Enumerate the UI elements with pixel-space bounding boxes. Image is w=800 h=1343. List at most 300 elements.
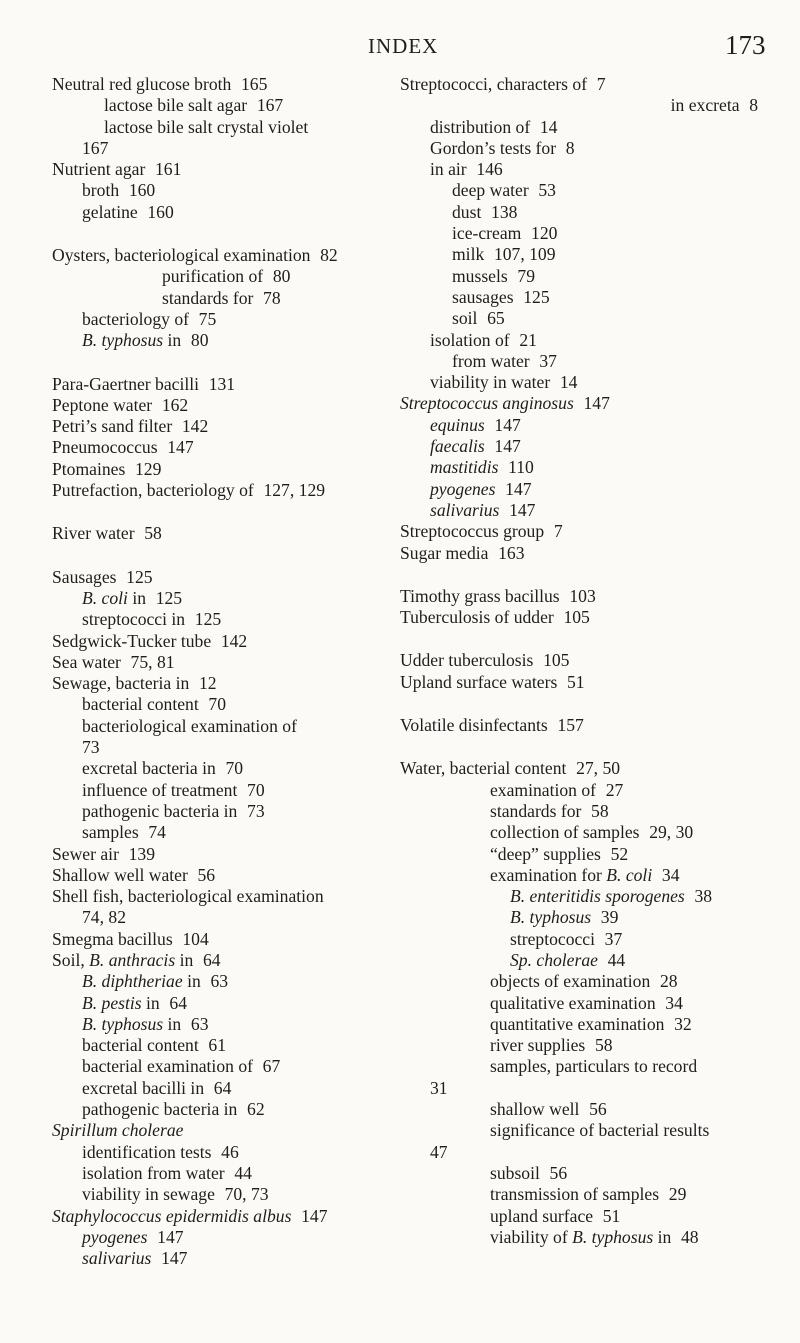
entry-page-ref: 14 [559, 372, 578, 393]
entry-page-ref: 44 [234, 1162, 252, 1183]
index-entry [52, 288, 407, 309]
index-entry [400, 457, 772, 478]
index-entry [400, 521, 772, 542]
entry-term: Petri’s sand filter [52, 416, 173, 437]
entry-page-ref: 70 [225, 758, 244, 779]
index-entry [400, 1120, 772, 1141]
index-entry [400, 1014, 772, 1035]
entry-term-italic: faecalis [430, 436, 485, 457]
page-number: 173 [725, 30, 766, 60]
index-entry [400, 822, 772, 843]
entry-term: Sausages [52, 566, 117, 587]
entry-term: Sea water [52, 651, 121, 672]
entry-term: Water, bacterial content [400, 758, 567, 779]
entry-page-ref: 80 [190, 330, 209, 351]
entry-term: gelatine [82, 201, 138, 222]
entry-term: upland surface [490, 1205, 594, 1226]
index-entry [52, 1184, 407, 1205]
entry-page-ref: 61 [208, 1035, 227, 1056]
entry-page-ref: 104 [182, 928, 209, 949]
entry-term: pathogenic bacteria in [82, 1099, 238, 1120]
entry-term: viability in water [430, 372, 551, 393]
entry-term-italic: B. diphtheriae [82, 971, 183, 992]
index-entry [52, 159, 407, 180]
entry-term: Streptococci, characters of [400, 74, 588, 94]
entry-page-ref: 146 [476, 159, 503, 180]
entry-term: quantitative examination [490, 1013, 665, 1034]
entry-term: in excreta [670, 95, 740, 116]
index-entry [400, 1227, 772, 1248]
entry-page-ref: 39 [600, 907, 619, 928]
index-entry [52, 266, 407, 287]
entry-term: River water [52, 523, 135, 544]
entry-term: Smegma bacillus [52, 928, 173, 949]
entry-page-ref: 157 [557, 715, 584, 736]
index-entry [52, 1078, 407, 1099]
entry-term-italic: B. typhosus [82, 330, 164, 351]
index-entry [400, 244, 772, 265]
entry-term: examination for [490, 864, 607, 885]
entry-page-ref: 160 [128, 180, 156, 201]
section-gap [52, 501, 407, 523]
entry-term: subsoil [490, 1162, 540, 1183]
entry-page-ref: 131 [208, 373, 236, 394]
entry-page-ref: 80 [272, 266, 291, 287]
index-entry [400, 650, 772, 671]
entry-term-italic: B. anthracis [89, 949, 176, 970]
entry-term: lactose bile salt agar [104, 95, 248, 116]
index-entry [52, 395, 407, 416]
entry-term: broth [82, 180, 120, 201]
entry-term: bacteriology of [82, 308, 189, 329]
entry-term: Peptone water [52, 394, 153, 415]
index-entry [52, 652, 407, 673]
index-entry [52, 309, 407, 330]
entry-page-ref: 147 [301, 1205, 328, 1226]
entry-page-ref: 147 [509, 499, 536, 520]
index-entry-continuation [52, 907, 407, 928]
index-entry [400, 672, 772, 693]
entry-page-ref: 28 [659, 971, 678, 992]
entry-page-ref: 127, 129 [263, 480, 326, 501]
index-entry [400, 971, 772, 992]
section-gap [400, 564, 772, 586]
index-entry [52, 758, 407, 779]
entry-page-ref: 147 [494, 436, 521, 457]
index-entry [400, 117, 772, 138]
entry-page-ref: 21 [519, 329, 537, 350]
entry-term: Nutrient agar [52, 159, 146, 180]
index-entry [400, 479, 772, 500]
entry-term: Sugar media [400, 542, 489, 563]
entry-term-italic: B. typhosus [572, 1226, 654, 1247]
index-entry [52, 1227, 407, 1248]
page-title: INDEX [368, 34, 439, 58]
entry-term-italic: pyogenes [430, 478, 496, 499]
index-entry [52, 1206, 407, 1227]
entry-term: transmission of samples [490, 1184, 660, 1205]
index-entry [400, 138, 772, 159]
entry-page-ref: 64 [169, 992, 187, 1013]
entry-term-italic: Spirillum cholerae [52, 1120, 184, 1141]
index-entry [52, 844, 407, 865]
entry-page-ref: 74 [148, 822, 166, 843]
index-entry [400, 607, 772, 628]
index-entry [52, 971, 407, 992]
index-entry [400, 993, 772, 1014]
entry-term: Udder tuberculosis [400, 650, 534, 671]
index-entry [52, 588, 407, 609]
index-entry [52, 631, 407, 652]
entry-page-ref: 8 [565, 137, 575, 158]
entry-term: sausages [452, 286, 514, 307]
entry-page-ref: 56 [197, 864, 216, 885]
entry-page-ref: 73 [247, 800, 265, 821]
entry-page-ref: 82 [320, 245, 338, 266]
entry-page-ref: 51 [602, 1205, 621, 1226]
entry-term: qualitative examination [490, 992, 656, 1013]
entry-page-ref: 44 [607, 949, 626, 970]
entry-page-ref: 27, 50 [576, 758, 621, 779]
entry-page-ref: 7 [553, 521, 563, 542]
entry-term: Pneumococcus [52, 437, 158, 458]
entry-page-ref: 70, 73 [224, 1184, 269, 1205]
index-entry [400, 95, 772, 116]
entry-page-ref: 56 [549, 1162, 568, 1183]
entry-term: in [127, 587, 147, 608]
index-entry [400, 886, 772, 907]
entry-page-ref: 64 [213, 1077, 232, 1098]
entry-page-ref: 107, 109 [493, 244, 556, 265]
entry-term-italic: equinus [430, 414, 485, 435]
entry-page-ref: 125 [523, 286, 550, 307]
entry-page-ref: 161 [154, 159, 182, 180]
entry-page-ref: 31 [430, 1077, 448, 1098]
entry-page-ref: 73 [82, 737, 100, 758]
index-entry [52, 180, 407, 201]
section-gap [400, 693, 772, 715]
entry-page-ref: 147 [157, 1226, 184, 1247]
entry-page-ref: 163 [498, 542, 525, 563]
entry-page-ref: 110 [508, 457, 534, 478]
entry-term: deep water [452, 180, 529, 201]
index-entry [52, 609, 407, 630]
entry-term-italic: pyogenes [82, 1226, 148, 1247]
entry-term: Para-Gaertner bacilli [52, 373, 200, 394]
index-entry [400, 436, 772, 457]
entry-page-ref: 138 [491, 201, 518, 222]
index-entry [52, 865, 407, 886]
entry-term: in [653, 1226, 672, 1247]
entry-page-ref: 38 [694, 886, 713, 907]
entry-page-ref: 37 [604, 928, 623, 949]
entry-term: bacterial examination of [82, 1056, 253, 1077]
entry-term: bacterial content [82, 1035, 199, 1056]
entry-page-ref: 147 [583, 393, 610, 414]
index-entry-continuation [400, 1142, 772, 1163]
index-entry [400, 1035, 772, 1056]
entry-page-ref: 52 [610, 843, 629, 864]
entry-term: standards for [490, 800, 582, 821]
index-entry [400, 929, 772, 950]
entry-term: Oysters, bacteriological examination [52, 245, 311, 266]
entry-page-ref: 78 [263, 287, 281, 308]
entry-term: significance of bacterial results [490, 1120, 710, 1141]
entry-page-ref: 34 [665, 992, 683, 1013]
entry-term: soil [452, 308, 478, 329]
index-entry [52, 886, 407, 907]
entry-term: Soil, [52, 949, 90, 970]
entry-term: lactose bile salt crystal violet [104, 116, 309, 137]
index-entry [52, 1099, 407, 1120]
entry-page-ref: 147 [167, 437, 194, 458]
entry-page-ref: 67 [262, 1056, 281, 1077]
index-entry-continuation [400, 1078, 772, 1099]
entry-page-ref: 74, 82 [82, 907, 126, 928]
entry-page-ref: 34 [661, 864, 680, 885]
entry-page-ref: 103 [569, 585, 596, 606]
entry-term: bacterial content [82, 694, 199, 715]
entry-term: Sewer air [52, 843, 119, 864]
index-entry [400, 1056, 772, 1077]
entry-page-ref: 51 [566, 671, 585, 692]
entry-term: pathogenic bacteria in [82, 800, 238, 821]
entry-page-ref: 75 [198, 308, 217, 329]
index-entry [52, 523, 407, 544]
entry-term: standards for [162, 287, 254, 308]
index-entry [400, 780, 772, 801]
index-entry [52, 74, 407, 95]
entry-term: milk [452, 244, 485, 265]
index-entry [52, 117, 407, 138]
entry-term: in [175, 949, 194, 970]
entry-term: isolation from water [82, 1162, 225, 1183]
entry-page-ref: 129 [134, 458, 162, 479]
entry-term: distribution of [430, 116, 531, 137]
index-entry [52, 1142, 407, 1163]
entry-page-ref: 27 [605, 779, 624, 800]
index-entry [400, 865, 772, 886]
entry-page-ref: 37 [539, 350, 557, 371]
entry-page-ref: 58 [591, 800, 609, 821]
entry-page-ref: 48 [680, 1226, 699, 1247]
entry-page-ref: 46 [221, 1141, 239, 1162]
index-entry [400, 393, 772, 414]
entry-term: Gordon’s tests for [430, 137, 557, 158]
index-entry [400, 1099, 772, 1120]
entry-page-ref: 147 [494, 414, 521, 435]
entry-page-ref: 125 [155, 587, 183, 608]
entry-term: ice-cream [452, 223, 522, 244]
index-entry [400, 1184, 772, 1205]
entry-page-ref: 12 [198, 673, 217, 694]
index-entry [52, 694, 407, 715]
section-gap [400, 628, 772, 650]
entry-page-ref: 162 [161, 394, 189, 415]
index-entry [52, 330, 407, 351]
entry-term-italic: B. typhosus [510, 907, 592, 928]
index-entry [400, 586, 772, 607]
entry-term: Shallow well water [52, 864, 188, 885]
entry-term: Neutral red glucose broth [52, 74, 232, 94]
entry-term: in [141, 992, 160, 1013]
index-entry [400, 330, 772, 351]
index-entry [400, 415, 772, 436]
index-entry [400, 202, 772, 223]
index-entry [400, 500, 772, 521]
entry-term-italic: salivarius [430, 499, 500, 520]
entry-term: shallow well [490, 1099, 580, 1120]
entry-page-ref: 165 [240, 74, 268, 94]
entry-term: bacteriological examination of [82, 715, 297, 736]
index-entry [400, 372, 772, 393]
index-entry [400, 950, 772, 971]
index-entry [52, 1248, 407, 1269]
entry-page-ref: 70 [247, 779, 265, 800]
entry-term: viability of [490, 1226, 573, 1247]
entry-page-ref: 147 [161, 1248, 188, 1269]
entry-term-italic: B. enteritidis sporogenes [510, 886, 685, 907]
entry-term: Sewage, bacteria in [52, 673, 190, 694]
entry-term: Sedgwick-Tucker tube [52, 630, 212, 651]
index-entry [52, 780, 407, 801]
entry-term: streptococci in [82, 609, 186, 630]
index-entry [52, 1035, 407, 1056]
entry-term-italic: Streptococcus anginosus [400, 393, 574, 414]
index-entry [52, 1120, 407, 1141]
entry-term: “deep” supplies [490, 843, 601, 864]
index-entry [400, 180, 772, 201]
entry-page-ref: 142 [181, 416, 209, 437]
index-entry [400, 159, 772, 180]
index-entry [52, 1014, 407, 1035]
entry-page-ref: 105 [543, 650, 570, 671]
entry-term: purification of [162, 266, 264, 287]
entry-term-italic: B. pestis [82, 992, 142, 1013]
entry-term: Tuberculosis of udder [400, 607, 554, 628]
entry-term: Streptococcus group [400, 521, 545, 542]
index-entry [400, 715, 772, 736]
entry-term: samples, particulars to record [490, 1056, 698, 1077]
index-entry [400, 801, 772, 822]
index-entry [52, 416, 407, 437]
index-entry [400, 266, 772, 287]
entry-term: in [182, 971, 201, 992]
entry-page-ref: 14 [539, 116, 558, 137]
entry-term: streptococci [510, 928, 595, 949]
entry-page-ref: 7 [596, 74, 606, 94]
index-entry-continuation [52, 737, 407, 758]
entry-page-ref: 63 [190, 1013, 209, 1034]
entry-term: Upland surface waters [400, 671, 558, 692]
entry-page-ref: 56 [589, 1099, 607, 1120]
index-entry [400, 1206, 772, 1227]
index-entry [52, 437, 407, 458]
entry-term: Timothy grass bacillus [400, 585, 560, 606]
index-entry [52, 929, 407, 950]
entry-term: in [163, 330, 182, 351]
entry-term: collection of samples [490, 822, 640, 843]
entry-page-ref: 125 [126, 566, 153, 587]
entry-term: Ptomaines [52, 458, 126, 479]
index-column-right [400, 74, 772, 1248]
entry-page-ref: 58 [144, 523, 162, 544]
entry-term: excretal bacilli in [82, 1077, 205, 1098]
section-gap [52, 352, 407, 374]
entry-term: from water [452, 350, 530, 371]
index-entry [400, 907, 772, 928]
entry-term: Volatile disinfectants [400, 715, 548, 736]
index-entry [52, 822, 407, 843]
entry-term: isolation of [430, 329, 510, 350]
entry-term: Putrefaction, bacteriology of [52, 480, 254, 501]
entry-term: dust [452, 201, 482, 222]
entry-page-ref: 62 [247, 1099, 265, 1120]
entry-page-ref: 64 [202, 949, 221, 970]
index-entry [52, 1163, 407, 1184]
entry-page-ref: 8 [749, 95, 758, 116]
entry-page-ref: 142 [220, 630, 248, 651]
entry-page-ref: 75, 81 [130, 651, 175, 672]
index-entry [52, 95, 407, 116]
index-entry [52, 993, 407, 1014]
index-entry [52, 374, 407, 395]
entry-term: samples [82, 822, 139, 843]
index-entry [52, 950, 407, 971]
index-entry [400, 223, 772, 244]
entry-term: in air [430, 159, 467, 180]
entry-term: river supplies [490, 1035, 586, 1056]
section-gap [52, 545, 407, 567]
index-column-left [52, 74, 407, 1269]
entry-term-italic: B. coli [82, 587, 128, 608]
entry-term: viability in sewage [82, 1184, 215, 1205]
index-entry [52, 1056, 407, 1077]
entry-page-ref: 105 [563, 607, 590, 628]
entry-page-ref: 160 [147, 201, 174, 222]
index-entry [52, 801, 407, 822]
entry-page-ref: 147 [505, 478, 532, 499]
index-entry [52, 480, 407, 501]
index-entry [400, 308, 772, 329]
entry-page-ref: 125 [194, 609, 222, 630]
entry-term: Shell fish, bacteriological examination [52, 886, 324, 907]
entry-term: objects of examination [490, 971, 651, 992]
index-entry [52, 202, 407, 223]
page-header [0, 30, 800, 64]
entry-page-ref: 120 [531, 223, 558, 244]
index-entry [400, 74, 772, 95]
index-entry [52, 459, 407, 480]
entry-page-ref: 63 [210, 971, 229, 992]
entry-term: examination of [490, 779, 597, 800]
entry-page-ref: 79 [517, 265, 535, 286]
entry-page-ref: 58 [594, 1035, 613, 1056]
entry-page-ref: 167 [256, 95, 284, 116]
index-entry [52, 245, 407, 266]
entry-term-italic: salivarius [82, 1248, 152, 1269]
entry-page-ref: 139 [128, 843, 155, 864]
entry-page-ref: 70 [208, 694, 227, 715]
entry-term-italic: mastitidis [430, 457, 499, 478]
index-entry [400, 758, 772, 779]
index-entry-continuation [52, 138, 407, 159]
index-entry [400, 351, 772, 372]
entry-page-ref: 53 [538, 180, 556, 201]
entry-term: mussels [452, 265, 508, 286]
entry-term-italic: B. coli [606, 864, 653, 885]
index-entry [52, 673, 407, 694]
